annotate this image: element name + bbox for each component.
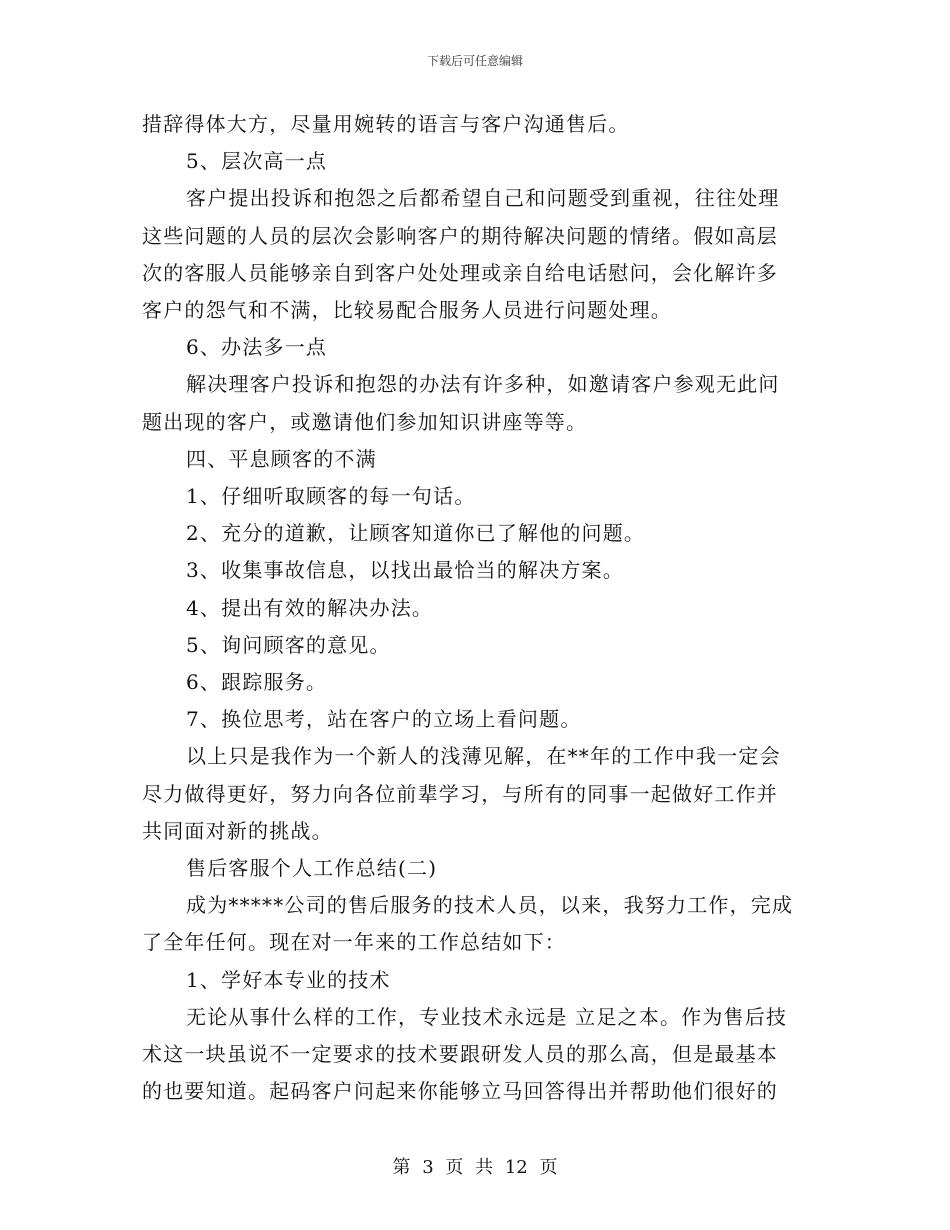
- body-line: 题出现的客户，或邀请他们参加知识讲座等等。: [142, 409, 588, 434]
- page-number: 第 3 页 共 12 页: [392, 1157, 558, 1178]
- body-line: 成为*****公司的售后服务的技术人员，以来，我努力工作，完成: [186, 893, 794, 918]
- list-item: 7、换位思考，站在客户的立场上看问题。: [186, 707, 582, 732]
- body-line: 无论从事什么样的工作，专业技术永远是 立足之本。作为售后技: [186, 1004, 788, 1029]
- section-title: 售后客服个人工作总结(二): [186, 856, 438, 881]
- section-heading: 6、办法多一点: [186, 335, 328, 360]
- document-body: [142, 106, 812, 1110]
- body-line: 客户的怨气和不满，比较易配合服务人员进行问题处理。: [142, 298, 672, 323]
- body-line: 的也要知道。起码客户问起来你能够立马回答得出并帮助他们很好的: [142, 1079, 778, 1104]
- section-heading: 四、平息顾客的不满: [186, 446, 377, 471]
- body-line: 了全年任何。现在对一年来的工作总结如下：: [142, 930, 566, 955]
- list-item: 3、收集事故信息，以找出最恰当的解决方案。: [186, 558, 624, 583]
- page-header: 下载后可任意编辑: [426, 54, 523, 68]
- list-item: 1、仔细听取顾客的每一句话。: [186, 484, 476, 509]
- body-line: 共同面对新的挑战。: [142, 818, 333, 843]
- list-item: 2、充分的道歉，让顾客知道你已了解他的问题。: [186, 521, 646, 546]
- body-line: 术这一块虽说不一定要求的技术要跟研发人员的那么高，但是最基本: [142, 1042, 778, 1067]
- list-item: 6、跟踪服务。: [186, 670, 328, 695]
- list-item: 4、提出有效的解决办法。: [186, 595, 434, 620]
- section-heading: 5、层次高一点: [186, 149, 328, 174]
- body-line: 以上只是我作为一个新人的浅薄见解，在**年的工作中我一定会: [186, 744, 781, 769]
- body-line: 次的客服人员能够亲自到客户处处理或亲自给电话慰问，会化解许多: [142, 260, 778, 285]
- body-line: 这些问题的人员的层次会影响客户的期待解决问题的情绪。假如高层: [142, 223, 778, 248]
- body-line: 尽力做得更好，努力向各位前辈学习，与所有的同事一起做好工作并: [142, 781, 778, 806]
- body-line: 客户提出投诉和抱怨之后都希望自己和问题受到重视，往往处理: [186, 186, 780, 211]
- list-item: 5、询问顾客的意见。: [186, 632, 391, 657]
- body-line: 措辞得体大方，尽量用婉转的语言与客户沟通售后。: [142, 112, 630, 136]
- body-line: 解决理客户投诉和抱怨的办法有许多种，如邀请客户参观无此问: [186, 372, 780, 397]
- section-heading: 1、学好本专业的技术: [186, 967, 391, 992]
